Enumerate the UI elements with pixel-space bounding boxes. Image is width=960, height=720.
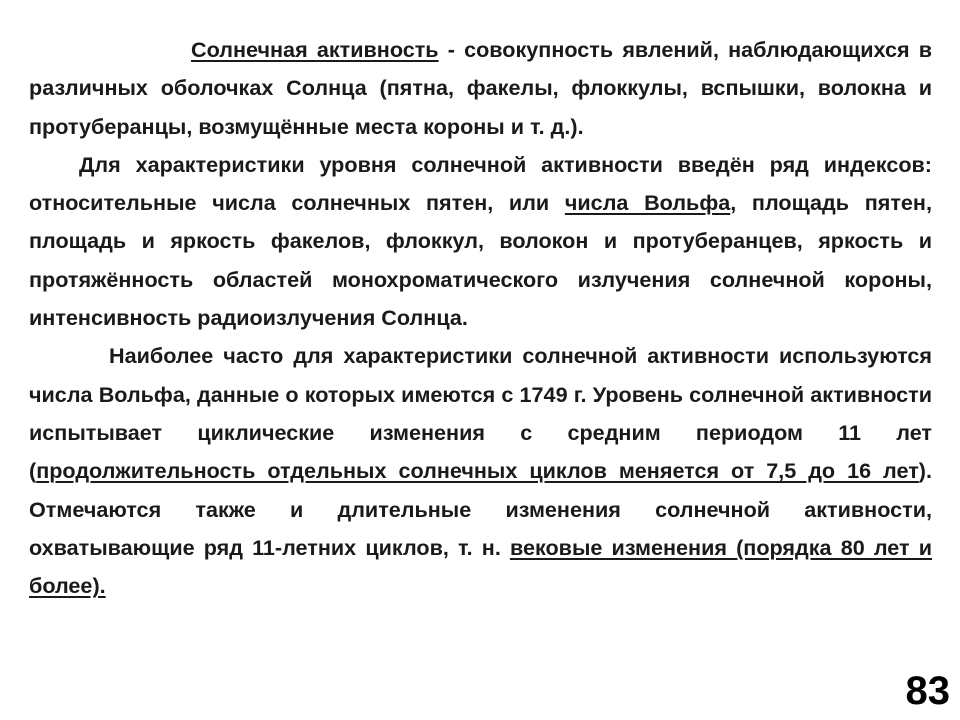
cycles-text-a: Наиболее часто для характеристики солнечной активности используются числа Вольфа, данные о которых имеются с 1749 г. Уровень солнечной активности испытывает циклические изменения с средним периодом 11 лет ( — [29, 343, 932, 484]
wolf-numbers-link[interactable]: числа Вольфа — [564, 190, 731, 216]
indices-text-a: Для характеристики уровня солнечной активности введён ряд индексов: относительные числа солнечных пятен, или — [29, 151, 932, 216]
secular-changes-note: вековые изменения (порядка 80 лет и более). — [29, 534, 932, 599]
slide-number: 83 — [905, 669, 950, 713]
cycles-text-b: ). Отмечаются также и длительные изменения солнечной активности, охватывающие ряд 11-летних циклов, т. н. — [29, 458, 932, 560]
paragraph-indices — [29, 146, 932, 337]
term-solar-activity: Солнечная активность — [191, 37, 439, 62]
paragraph-wolf-cycles — [29, 337, 932, 605]
cycle-duration-note: продолжительность отдельных солнечных циклов меняется от 7,5 до 16 лет — [36, 458, 919, 484]
indices-text-b: , площадь пятен, площадь и яркость факелов, флоккул, волокон и протуберанцев, яркость и протяжённость областей монохроматического излучения солнечной короны, интенсивность радиоизлучения Солнца. — [29, 190, 932, 331]
definition-text: - совокупность явлений, наблюдающихся в различных оболочках Солнца (пятна, факелы, флоккулы, вспышки, волокна и протуберанцы, возмущённые места короны и т. д.). — [29, 37, 933, 139]
paragraph-solar-activity-definition — [29, 31, 932, 146]
slide-text — [29, 31, 932, 605]
